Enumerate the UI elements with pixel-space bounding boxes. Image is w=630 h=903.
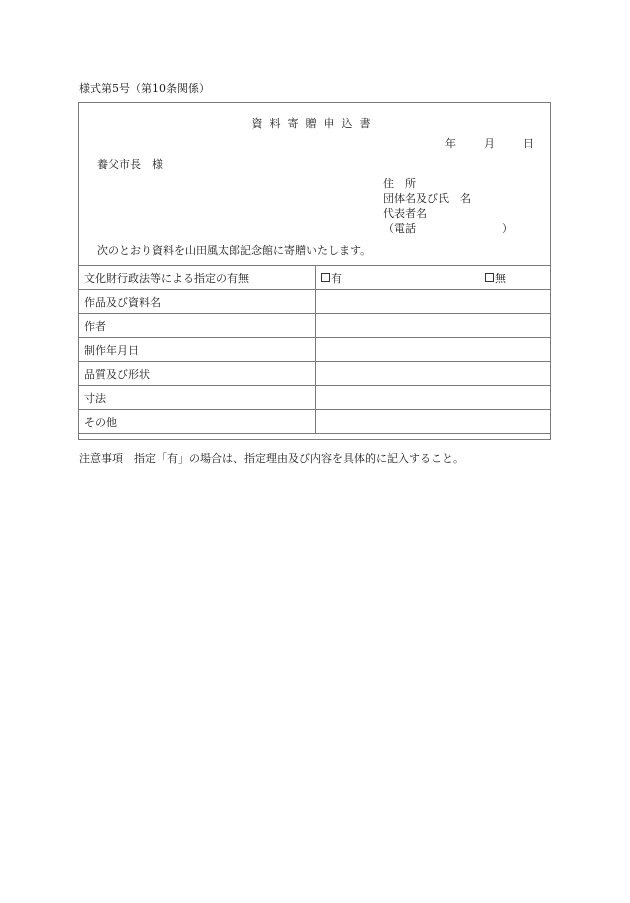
table-row [79, 338, 551, 362]
form-title: 資料寄贈申込書 [251, 117, 378, 130]
address-label[interactable]: 住 所 [383, 177, 416, 190]
name-label[interactable]: 団体名及び氏 名 [383, 192, 471, 205]
designation-yes-label: 有 [331, 271, 342, 285]
note-heading: 注意事項 [79, 452, 123, 465]
donation-details-table [78, 265, 551, 434]
addressee: 養父市長 様 [97, 158, 163, 171]
date-year-label[interactable]: 年 [445, 137, 456, 150]
table-row [79, 410, 551, 434]
other-label: その他 [79, 410, 316, 434]
table-row [79, 362, 551, 386]
applicant-block [383, 176, 513, 236]
date-fields [445, 135, 534, 151]
designation-no-label: 無 [495, 271, 506, 285]
table-row [79, 266, 551, 290]
table-row [79, 386, 551, 410]
note-section [79, 450, 464, 466]
author-input-cell[interactable] [316, 314, 551, 338]
designation-label: 文化財行政法等による指定の有無 [79, 266, 316, 290]
quality-shape-input-cell[interactable] [316, 362, 551, 386]
phone-field[interactable] [383, 221, 513, 236]
phone-close-paren: ） [502, 222, 513, 235]
phone-label: （電話 [383, 222, 416, 235]
work-name-label: 作品及び資料名 [79, 290, 316, 314]
designation-value-cell [316, 266, 551, 290]
designation-yes-checkbox[interactable] [321, 270, 342, 286]
checkbox-icon[interactable] [321, 273, 330, 282]
note-text: 指定「有」の場合は、指定理由及び内容を具体的に記入すること。 [134, 452, 464, 465]
dimensions-input-cell[interactable] [316, 386, 551, 410]
work-name-input-cell[interactable] [316, 290, 551, 314]
application-form-box [78, 102, 551, 440]
checkbox-icon[interactable] [485, 273, 494, 282]
designation-no-checkbox[interactable] [485, 270, 506, 286]
quality-shape-label: 品質及び形状 [79, 362, 316, 386]
date-month-label[interactable]: 月 [484, 137, 495, 150]
form-number-label: 様式第5号（第10条関係） [79, 82, 210, 95]
production-date-input-cell[interactable] [316, 338, 551, 362]
dimensions-label: 寸法 [79, 386, 316, 410]
date-day-label[interactable]: 日 [523, 137, 534, 150]
production-date-label: 制作年月日 [79, 338, 316, 362]
other-input-cell[interactable] [316, 410, 551, 434]
author-label: 作者 [79, 314, 316, 338]
donation-statement: 次のとおり資料を山田風太郎記念館に寄贈いたします。 [97, 244, 372, 257]
representative-label[interactable]: 代表者名 [383, 207, 427, 220]
table-row [79, 290, 551, 314]
table-row [79, 314, 551, 338]
